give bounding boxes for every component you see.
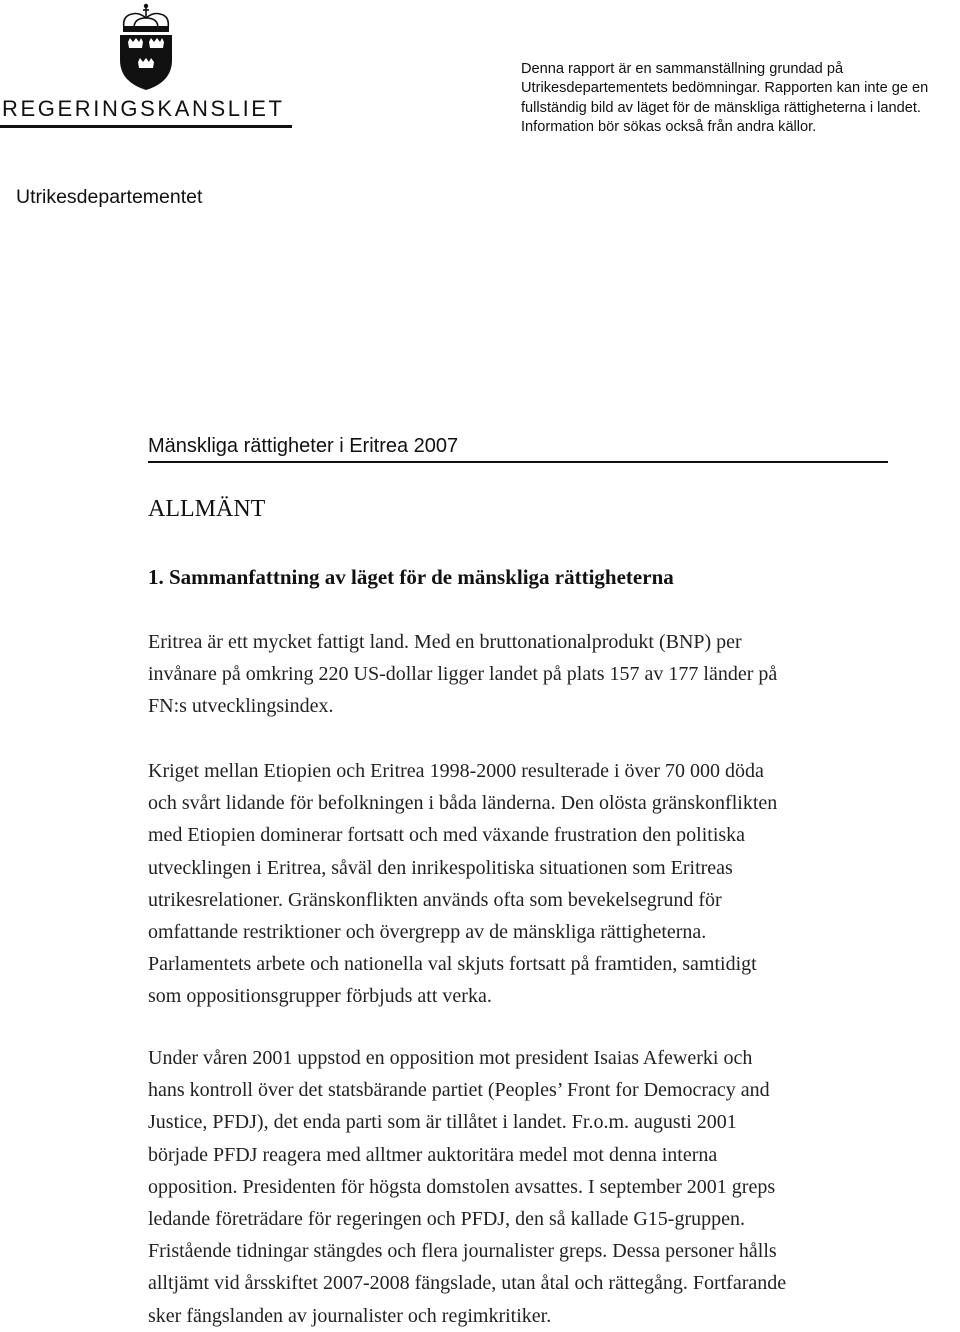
- department-name: Utrikesdepartementet: [16, 186, 203, 208]
- paragraph-line: som oppositionsgrupper förbjuds att verka.: [148, 985, 492, 1008]
- paragraph-line: hans kontroll över det statsbärande partiet (Peoples’ Front for Democracy and: [148, 1079, 770, 1102]
- paragraph-line: började PFDJ reagera med alltmer auktoritära medel mot denna interna: [148, 1143, 718, 1166]
- paragraph-line: Under våren 2001 uppstod en opposition mot president Isaias Afewerki och: [148, 1047, 753, 1069]
- paragraph-line: FN:s utvecklingsindex.: [148, 695, 334, 718]
- disclaimer-note: [521, 60, 960, 138]
- paragraph-line: utrikesrelationer. Gränskonflikten används ofta som bevekelsegrund för: [148, 888, 722, 911]
- disclaimer-line: Denna rapport är en sammanställning grundad på: [521, 61, 844, 77]
- paragraph-line: Parlamentets arbete och nationella val skjuts fortsatt på framtiden, samtidigt: [148, 953, 757, 976]
- paragraph-line: med Etiopien dominerar fortsatt och med växande frustration den politiska: [148, 824, 746, 847]
- paragraph: [148, 626, 908, 723]
- section-heading: ALLMÄNT: [148, 496, 266, 522]
- paragraph: [148, 1042, 908, 1332]
- disclaimer-line: Information bör sökas också från andra källor.: [521, 119, 817, 136]
- paragraph-line: Justice, PFDJ), det enda parti som är tillåtet i landet. Fr.o.m. augusti 2001: [148, 1111, 737, 1134]
- logo-divider: [0, 125, 292, 128]
- paragraph-line: Eritrea är ett mycket fattigt land. Med en bruttonationalprodukt (BNP) per: [148, 631, 742, 653]
- paragraph-line: omfattande restriktioner och övergrepp av de mänskliga rättigheterna.: [148, 921, 707, 944]
- crown-shield-three-crowns-icon: [112, 2, 180, 92]
- government-logo: [0, 0, 300, 135]
- paragraph-line: utvecklingen i Eritrea, såväl den inrikespolitiska situationen som Eritreas: [148, 856, 733, 879]
- subsection-heading: 1. Sammanfattning av läget för de mänskliga rättigheterna: [148, 565, 674, 589]
- paragraph-line: Kriget mellan Etiopien och Eritrea 1998-2000 resulterade i över 70 000 döda: [148, 760, 764, 782]
- title-divider: [148, 461, 888, 463]
- paragraph-line: alltjämt vid årsskiftet 2007-2008 fängslade, utan åtal och rättegång. Fortfarande: [148, 1272, 787, 1295]
- document-title: Mänskliga rättigheter i Eritrea 2007: [148, 435, 459, 457]
- paragraph-line: opposition. Presidenten för högsta domstolen avsattes. I september 2001 greps: [148, 1175, 776, 1198]
- paragraph: [148, 755, 908, 1013]
- disclaimer-line: Utrikesdepartementets bedömningar. Rapporten kan inte ge en: [521, 80, 929, 97]
- logo-wordmark: REGERINGSKANSLIET: [2, 96, 285, 121]
- paragraph-line: sker fängslanden av journalister och regimkritiker.: [148, 1304, 552, 1327]
- paragraph-line: och svårt lidande för befolkningen i båda länderna. Den olösta gränskonflikten: [148, 792, 778, 815]
- paragraph-line: invånare på omkring 220 US-dollar ligger landet på plats 157 av 177 länder på: [148, 663, 778, 686]
- disclaimer-line: fullständig bild av läget för de mänskliga rättigheterna i landet.: [521, 99, 921, 116]
- paragraph-line: ledande företrädare för regeringen och PFDJ, den så kallade G15-gruppen.: [148, 1208, 745, 1231]
- paragraph-line: Fristående tidningar stängdes och flera journalister greps. Dessa personer hålls: [148, 1240, 777, 1263]
